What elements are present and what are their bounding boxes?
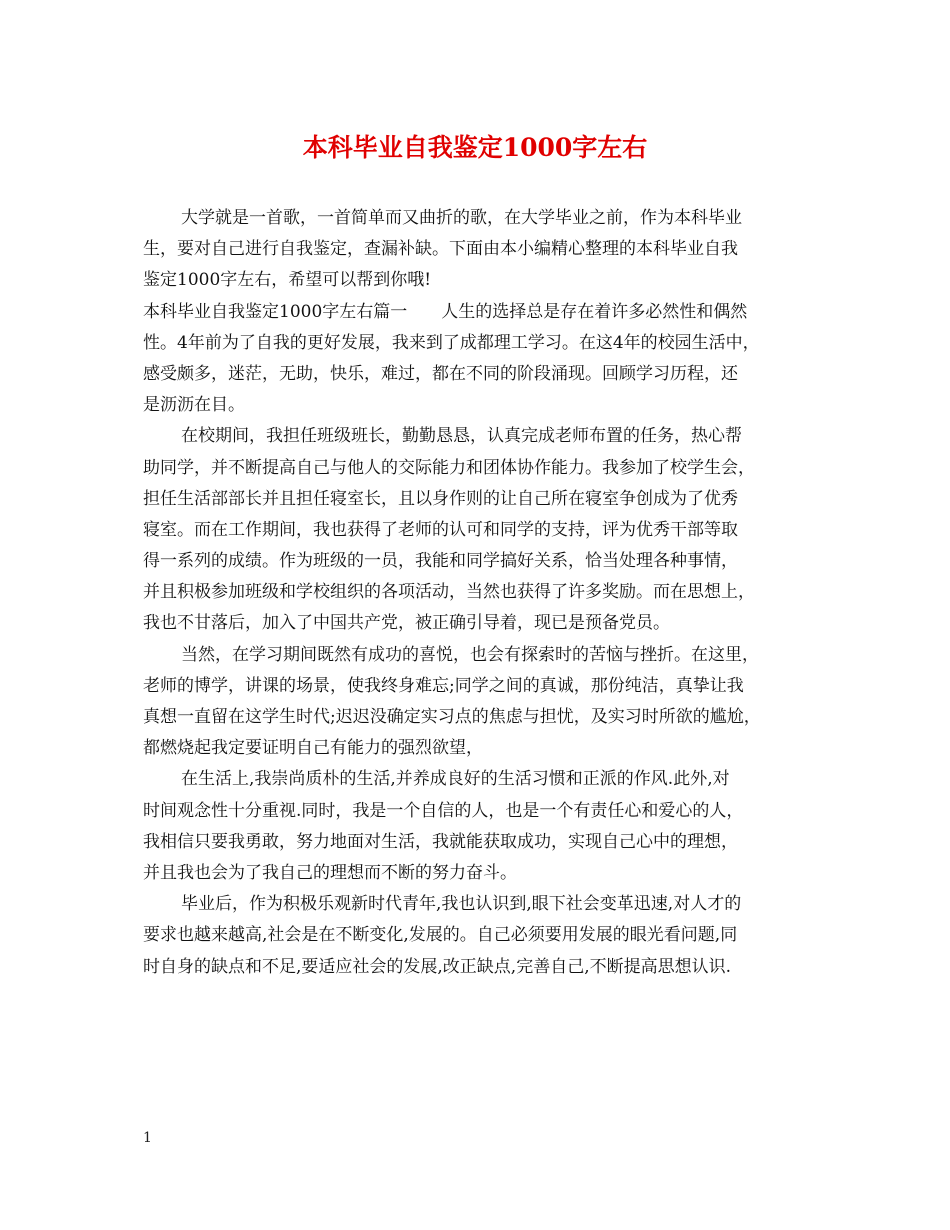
body-line: 在校期间，我担任班级班长，勤勤恳恳，认真完成老师布置的任务，热心帮 <box>181 426 742 447</box>
body-line: 并且我也会为了我自己的理想而不断的努力奋斗。 <box>143 862 517 883</box>
body-line: 时间观念性十分重视.同时，我是一个自信的人，也是一个有责任心和爱心的人， <box>143 800 744 821</box>
body-line: 都燃烧起我定要证明自己有能力的强烈欲望， <box>143 738 483 759</box>
page-number: 1 <box>143 1130 152 1146</box>
body-line: 大学就是一首歌，一首简单而又曲折的歌，在大学毕业之前，作为本科毕业 <box>181 208 742 228</box>
body-line: 时自身的缺点和不足,要适应社会的发展,改正缺点,完善自己,不断提高思想认识. <box>143 956 732 977</box>
body-line: 鉴定1000字左右，希望可以帮到你哦! <box>143 270 432 291</box>
body-line: 并且积极参加班级和学校组织的各项活动，当然也获得了许多奖励。而在思想上， <box>143 582 755 603</box>
body-line: 当然，在学习期间既然有成功的喜悦，也会有探索时的苦恼与挫折。在这里， <box>181 644 759 665</box>
body-line: 毕业后，作为积极乐观新时代青年,我也认识到,眼下社会变革迅速,对人才的 <box>181 894 742 915</box>
body-line: 性。4年前为了自我的更好发展，我来到了成都理工学习。在这4年的校园生活中， <box>143 332 760 353</box>
body-line: 本科毕业自我鉴定1000字左右篇一 人生的选择总是存在着许多必然性和偶然 <box>143 301 748 322</box>
body-line: 寝室。而在工作期间，我也获得了老师的认可和同学的支持，评为优秀干部等取 <box>143 519 738 540</box>
body-line: 我相信只要我勇敢，努力地面对生活，我就能获取成功，实现自己心中的理想， <box>143 831 738 852</box>
body-line: 我也不甘落后，加入了中国共产党，被正确引导着，现已是预备党员。 <box>143 613 670 634</box>
body-line: 真想一直留在这学生时代;迟迟没确定实习点的焦虑与担忧，及实习时所欲的尴尬， <box>143 707 761 727</box>
document-title: 本科毕业自我鉴定1000字左右 <box>302 133 648 162</box>
body-line: 老师的博学，讲课的场景，使我终身难忘;同学之间的真诚，那份纯洁，真挚让我 <box>143 675 744 696</box>
body-line: 生，要对自己进行自我鉴定，查漏补缺。下面由本小编精心整理的本科毕业自我 <box>143 239 738 260</box>
document-body <box>143 203 815 983</box>
body-line: 得一系列的成绩。作为班级的一员，我能和同学搞好关系，恰当处理各种事情， <box>143 551 738 572</box>
body-line: 要求也越来越高,社会是在不断变化,发展的。自己必须要用发展的眼光看问题,同 <box>143 925 738 946</box>
body-line: 在生活上,我崇尚质朴的生活,并养成良好的生活习惯和正派的作风.此外,对 <box>181 769 730 790</box>
body-line: 担任生活部部长并且担任寝室长，且以身作则的让自己所在寝室争创成为了优秀 <box>143 488 738 509</box>
body-line: 助同学，并不断提高自己与他人的交际能力和团体协作能力。我参加了校学生会， <box>143 457 755 478</box>
body-line: 感受颇多，迷茫，无助，快乐，难过，都在不同的阶段涌现。回顾学习历程，还 <box>143 363 738 384</box>
body-line: 是沥沥在目。 <box>143 395 245 416</box>
